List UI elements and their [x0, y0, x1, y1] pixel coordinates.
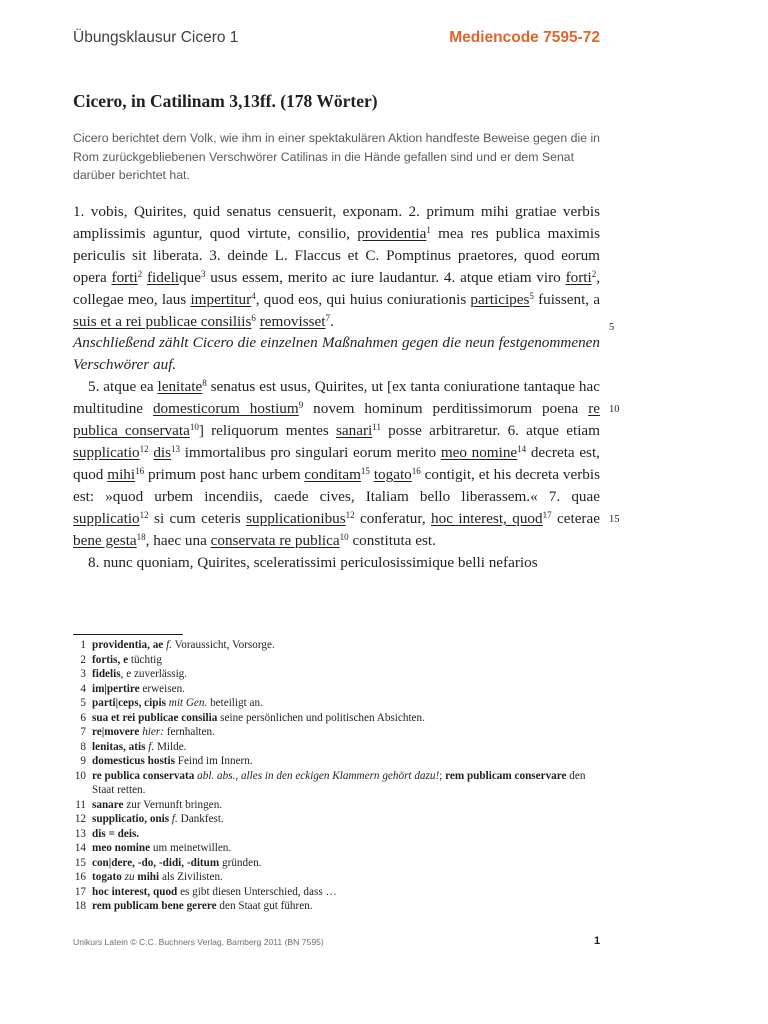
footnote-term-2: rem publicam conservare [445, 769, 567, 782]
footer-copyright: Unikurs Latein © C.C. Buchners Verlag, Bamberg 2011 (BN 7595) [73, 937, 324, 947]
footnote-term: lenitas, atis [92, 740, 146, 753]
footnote-term: dis = deis. [92, 827, 140, 840]
footnote-term: sanare [92, 798, 124, 811]
footnote-term: fortis, e [92, 653, 129, 666]
footnote-item [66, 827, 606, 842]
footnote-item [66, 754, 606, 769]
footnote-text [92, 899, 606, 914]
footnote-number: 13 [74, 827, 86, 840]
footnote-number: 10 [74, 769, 86, 782]
footnote-definition: ; [439, 769, 446, 782]
footnote-item [66, 769, 606, 798]
footnote-grammar: f. [166, 639, 172, 651]
footnote-number: 15 [74, 856, 86, 869]
footnote-item [66, 682, 606, 697]
editor-note: Anschließend zählt Cicero die einzelnen Maßnahmen gegen die neun festgenommenen Verschwörer auf. [73, 334, 600, 374]
footnote-item [66, 885, 606, 900]
footnote-grammar: f. [148, 740, 155, 753]
footnote-number: 11 [75, 798, 86, 811]
footnote-text [92, 856, 606, 871]
footnote-term: meo nomine [92, 842, 151, 854]
footnote-term: re publica conservata [92, 769, 195, 782]
footnote-item [66, 899, 606, 914]
line-number-15: 15 [609, 514, 620, 525]
footnote-term: con|dere, -do, -didi, -ditum [92, 856, 220, 869]
footnote-text [92, 885, 606, 900]
footnote-item [66, 740, 606, 755]
footnote-item [66, 870, 606, 885]
footnote-definition-2: den Staat retten. [92, 769, 586, 796]
line-number-10: 10 [609, 404, 620, 415]
footnote-definition: den Staat gut führen. [219, 900, 313, 912]
footnote-term: re|movere [92, 726, 140, 738]
footnote-grammar: mit Gen. [168, 697, 208, 709]
footnote-number: 6 [80, 711, 86, 724]
footnote-grammar: abl. abs., alles in den eckigen Klammern gehört dazu! [197, 769, 440, 782]
footnote-item [66, 638, 606, 653]
footnote-term: providentia, ae [92, 639, 164, 651]
footnote-number: 7 [80, 726, 86, 738]
paragraph-3: 8. nunc quoniam, Quirites, sceleratissimi periculosissimique belli nefarios [88, 553, 538, 571]
footnote-definition: tüchtig [130, 653, 162, 666]
footnote-text [92, 769, 606, 798]
footnote-text [92, 740, 606, 755]
footnote-text [92, 827, 606, 842]
footnote-item [66, 798, 606, 813]
footnote-definition: Feind im Innern. [177, 755, 253, 767]
footnote-item [66, 711, 606, 726]
footnote-definition: seine persönlichen und politischen Absichten. [220, 711, 425, 724]
page-title: Cicero, in Catilinam 3,13ff. (178 Wörter) [73, 91, 378, 111]
footnote-item [66, 841, 606, 856]
footnote-number: 12 [74, 813, 86, 825]
footnote-number: 5 [80, 697, 86, 709]
footnote-term: im|pertire [92, 682, 140, 695]
footnote-definition: Dankfest. [180, 813, 224, 825]
footnote-term: sua et rei publicae consilia [92, 711, 218, 724]
latin-text [73, 201, 600, 573]
footnote-grammar: hier: [142, 726, 164, 738]
footnote-definition: beteiligt an. [210, 697, 263, 709]
footnote-definition: gründen. [222, 856, 262, 869]
footnote-number: 8 [80, 740, 86, 753]
footnote-definition: um meinetwillen. [152, 842, 232, 854]
footnote-item [66, 653, 606, 668]
footnote-item [66, 812, 606, 827]
footnote-term: togato [92, 871, 122, 883]
footnote-text [92, 638, 606, 653]
footnote-term: domesticus hostis [92, 755, 175, 767]
footnote-number: 2 [80, 653, 86, 666]
footnote-number: 3 [80, 668, 86, 680]
footnote-divider [73, 634, 183, 635]
paragraph-2: 5. atque ea lenitate$^8$ senatus est usus, Quirites, ut [ex tanta coniuratione tantaque hac multitudine domesticorum hostium$^9$ novem hominum perditissimorum poena re publica conservata$^{10}$] reliquorum mentes sanari$^{11}$ posse arbitraretur. 6. atque etiam supplicatio$^{12}$ dis$^{13}$ immortalibus pro singulari eorum merito meo nomine$^{14}$ decreta est, quod mihi$^{16}$ primum post hanc urbem conditam$^{15}$ togato$^{16}$ contigit, et his decreta verbis est: »quod urbem incendiis, caede cives, Italiam bello liberassem.« 7. quae supplicatio$^{12}$ si cum ceteris supplicationibus$^{12}$ conferatur, hoc interest, quod$^{17}$ ceterae bene gesta$^{18}$, haec una conservata re publica$^{10}$ constituta est. [73, 378, 601, 549]
intro-text: Cicero berichtet dem Volk, wie ihm in einer spektakulären Aktion handfeste Beweise gegen die in Rom zurückgebliebenen Verschwörer Catilinas in die Hände gefallen sind und er dem Senat darüber berichtet hat. [73, 131, 601, 182]
footnote-definition-2: als Zivilisten. [161, 871, 223, 883]
footnote-text [92, 812, 606, 827]
page-number: 1 [594, 935, 601, 947]
footnote-term-2: mihi [137, 871, 160, 883]
footnote-text [92, 754, 606, 769]
footnote-text [92, 725, 606, 740]
media-code: Mediencode 7595-72 [449, 29, 600, 46]
footnote-term: supplicatio, onis [92, 813, 170, 825]
line-number-5: 5 [609, 322, 615, 333]
footnote-definition: es gibt diesen Unterschied, dass … [180, 885, 337, 898]
footnote-definition: Voraussicht, Vorsorge. [174, 639, 275, 651]
footnote-number: 17 [74, 885, 86, 898]
footnote-definition: Milde. [156, 740, 187, 753]
footnote-number: 1 [80, 639, 86, 651]
footnotes [66, 638, 606, 914]
footnote-text [92, 653, 606, 668]
footnote-item [66, 696, 606, 711]
footnote-text [92, 798, 606, 813]
footnote-text [92, 696, 606, 711]
footnote-term: parti|ceps, cipis [92, 697, 166, 709]
footnote-term: hoc interest, quod [92, 885, 178, 898]
footnote-item [66, 725, 606, 740]
paragraph-1: 1. vobis, Quirites, quid senatus censuerit, exponam. 2. primum mihi gratiae verbis amplissimis aguntur, quod virtute, consilio, providentia$^1$ mea res publica maximis periculis sit liberata. 3. deinde L. Flaccus et C. Pomptinus praetores, quod eorum opera forti$^2$ fidelique$^3$ usus essem, merito ac iure laudantur. 4. atque etiam viro forti$^2$, collegae meo, laus impertitur$^4$, quod eos, qui huius coniurationis participes$^5$ fuissent, a suis et a rei publicae consiliis$^6$ removisset$^7$. [73, 203, 601, 330]
footnote-number: 18 [74, 900, 86, 912]
footnote-grammar: zu [124, 871, 135, 883]
footnote-term: fidelis [92, 668, 121, 680]
header-title: Übungsklausur Cicero 1 [73, 29, 239, 46]
footnote-number: 16 [74, 871, 86, 883]
footnote-term: rem publicam bene gerere [92, 900, 217, 912]
footnote-item [66, 667, 606, 682]
footnote-text [92, 682, 606, 697]
footnote-definition: erweisen. [142, 682, 185, 695]
footnote-number: 4 [80, 682, 86, 695]
footnote-definition: zur Vernunft bringen. [126, 798, 223, 811]
footnote-definition: fernhalten. [166, 726, 215, 738]
footnote-number: 14 [74, 842, 86, 854]
footnote-text [92, 841, 606, 856]
footnote-grammar: f. [171, 813, 178, 825]
footnote-number: 9 [80, 755, 86, 767]
footnote-text [92, 667, 606, 682]
footnote-text [92, 711, 606, 726]
footnote-definition: , e zuverlässig. [120, 668, 188, 680]
footnote-item [66, 856, 606, 871]
footnote-text [92, 870, 606, 885]
